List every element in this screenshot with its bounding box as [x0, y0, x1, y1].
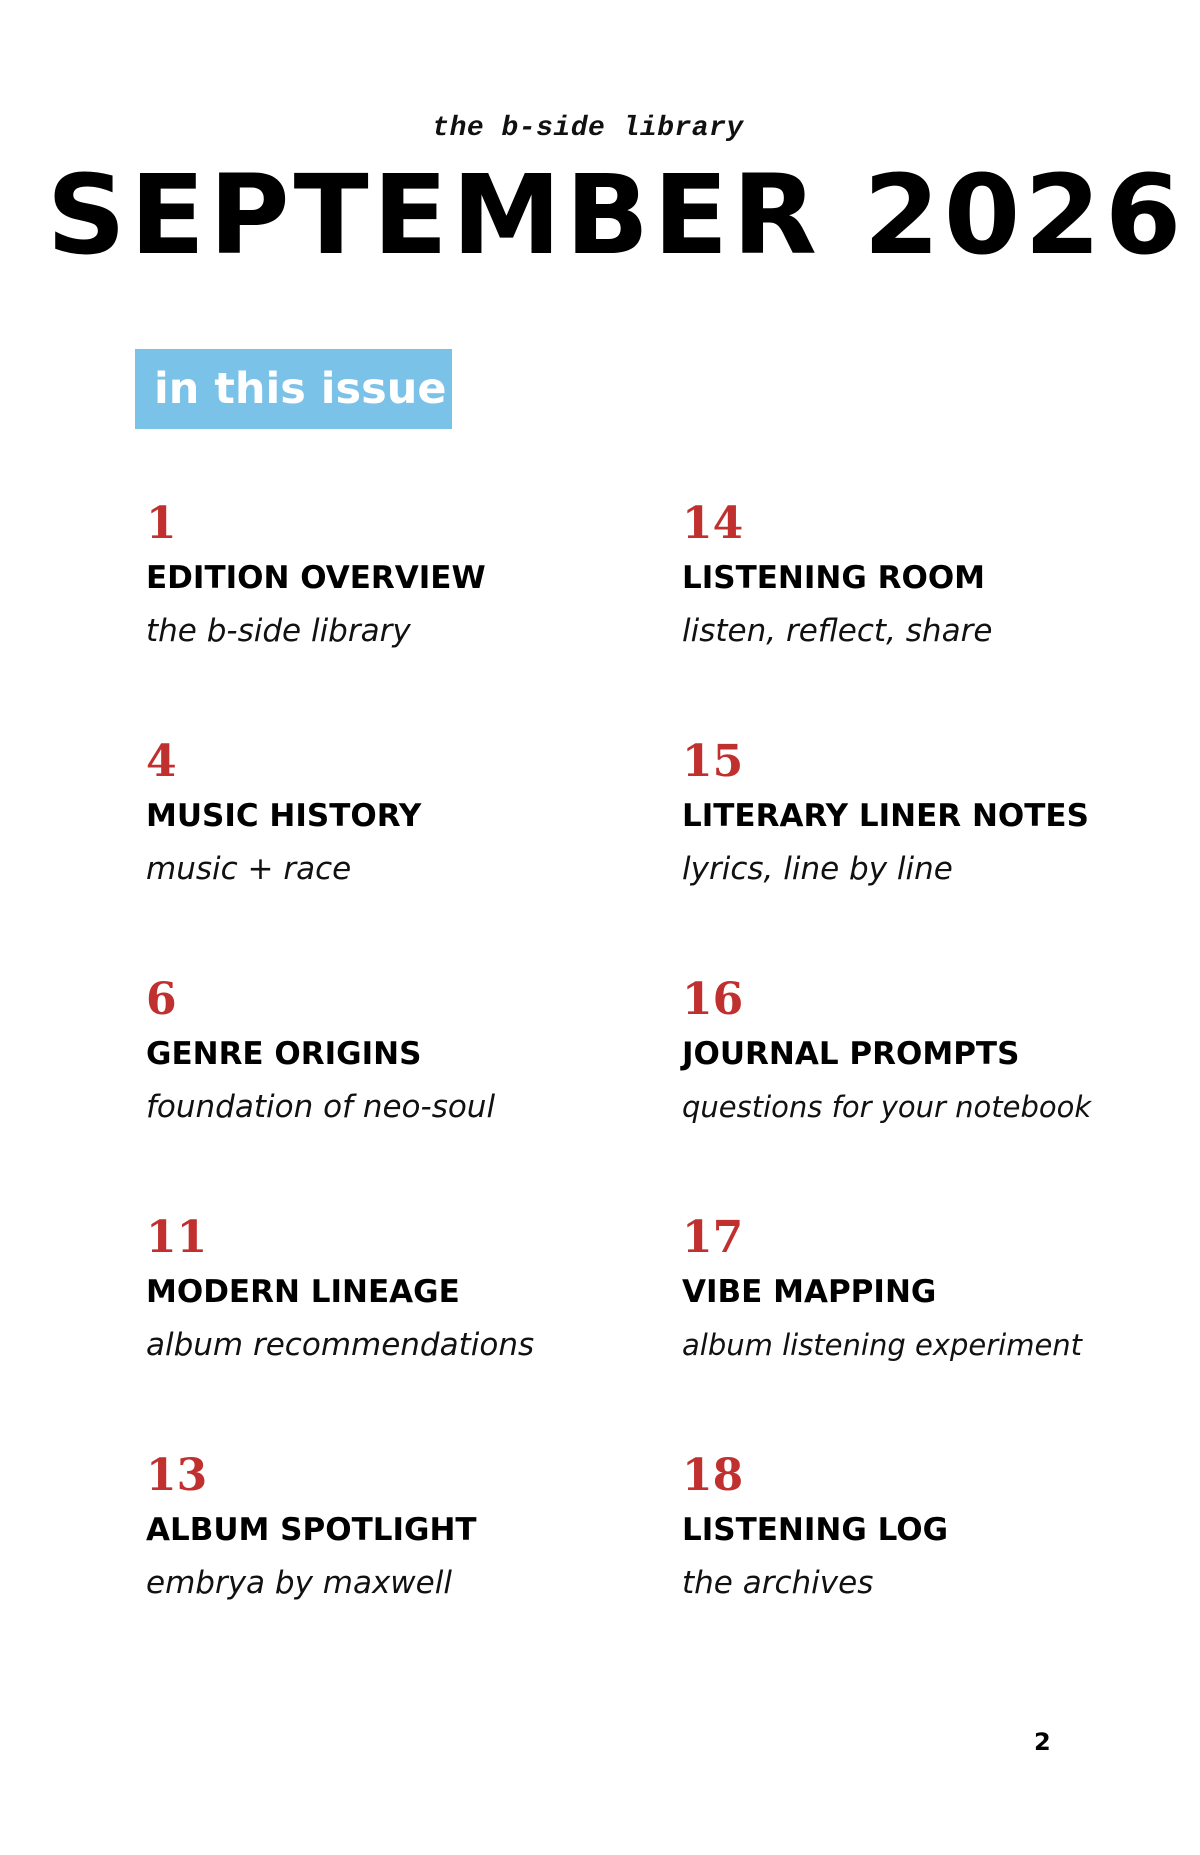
toc-subtitle: album listening experiment	[682, 1328, 1083, 1362]
in-this-issue-badge: in this issue	[135, 349, 452, 429]
toc-page-number: 13	[146, 1450, 208, 1501]
toc-heading: MODERN LINEAGE	[146, 1274, 460, 1310]
masthead: the b-side library	[432, 113, 744, 144]
toc-page-number: 18	[682, 1450, 744, 1501]
toc-subtitle: questions for your notebook	[682, 1090, 1092, 1124]
toc-page-number: 16	[682, 974, 744, 1025]
toc-page-number: 11	[146, 1212, 208, 1263]
toc-subtitle: music + race	[146, 851, 352, 887]
toc-heading: LISTENING LOG	[682, 1512, 949, 1548]
toc-heading: JOURNAL PROMPTS	[682, 1036, 1020, 1072]
toc-heading: ALBUM SPOTLIGHT	[146, 1512, 477, 1548]
toc-heading: GENRE ORIGINS	[146, 1036, 422, 1072]
toc-subtitle: listen, reflect, share	[682, 613, 993, 649]
toc-page-number: 14	[682, 498, 744, 549]
toc-subtitle: the archives	[682, 1565, 874, 1601]
toc-heading: VIBE MAPPING	[682, 1274, 937, 1310]
toc-page-number: 4	[146, 736, 177, 787]
footer-page-number: 2	[1034, 1728, 1051, 1756]
toc-heading: MUSIC HISTORY	[146, 798, 422, 834]
toc-subtitle: lyrics, line by line	[682, 851, 953, 887]
toc-heading: EDITION OVERVIEW	[146, 560, 486, 596]
toc-page-number: 6	[146, 974, 177, 1025]
toc-page-number: 15	[682, 736, 744, 787]
issue-title: SEPTEMBER 2026	[46, 151, 1186, 279]
toc-subtitle: foundation of neo-soul	[146, 1089, 496, 1125]
toc-page-number: 1	[146, 498, 177, 549]
toc-heading: LITERARY LINER NOTES	[682, 798, 1089, 834]
toc-subtitle: embrya by maxwell	[146, 1565, 452, 1601]
toc-page-number: 17	[682, 1212, 744, 1263]
toc-subtitle: the b-side library	[146, 613, 411, 649]
toc-heading: LISTENING ROOM	[682, 560, 986, 596]
toc-subtitle: album recommendations	[146, 1327, 535, 1363]
